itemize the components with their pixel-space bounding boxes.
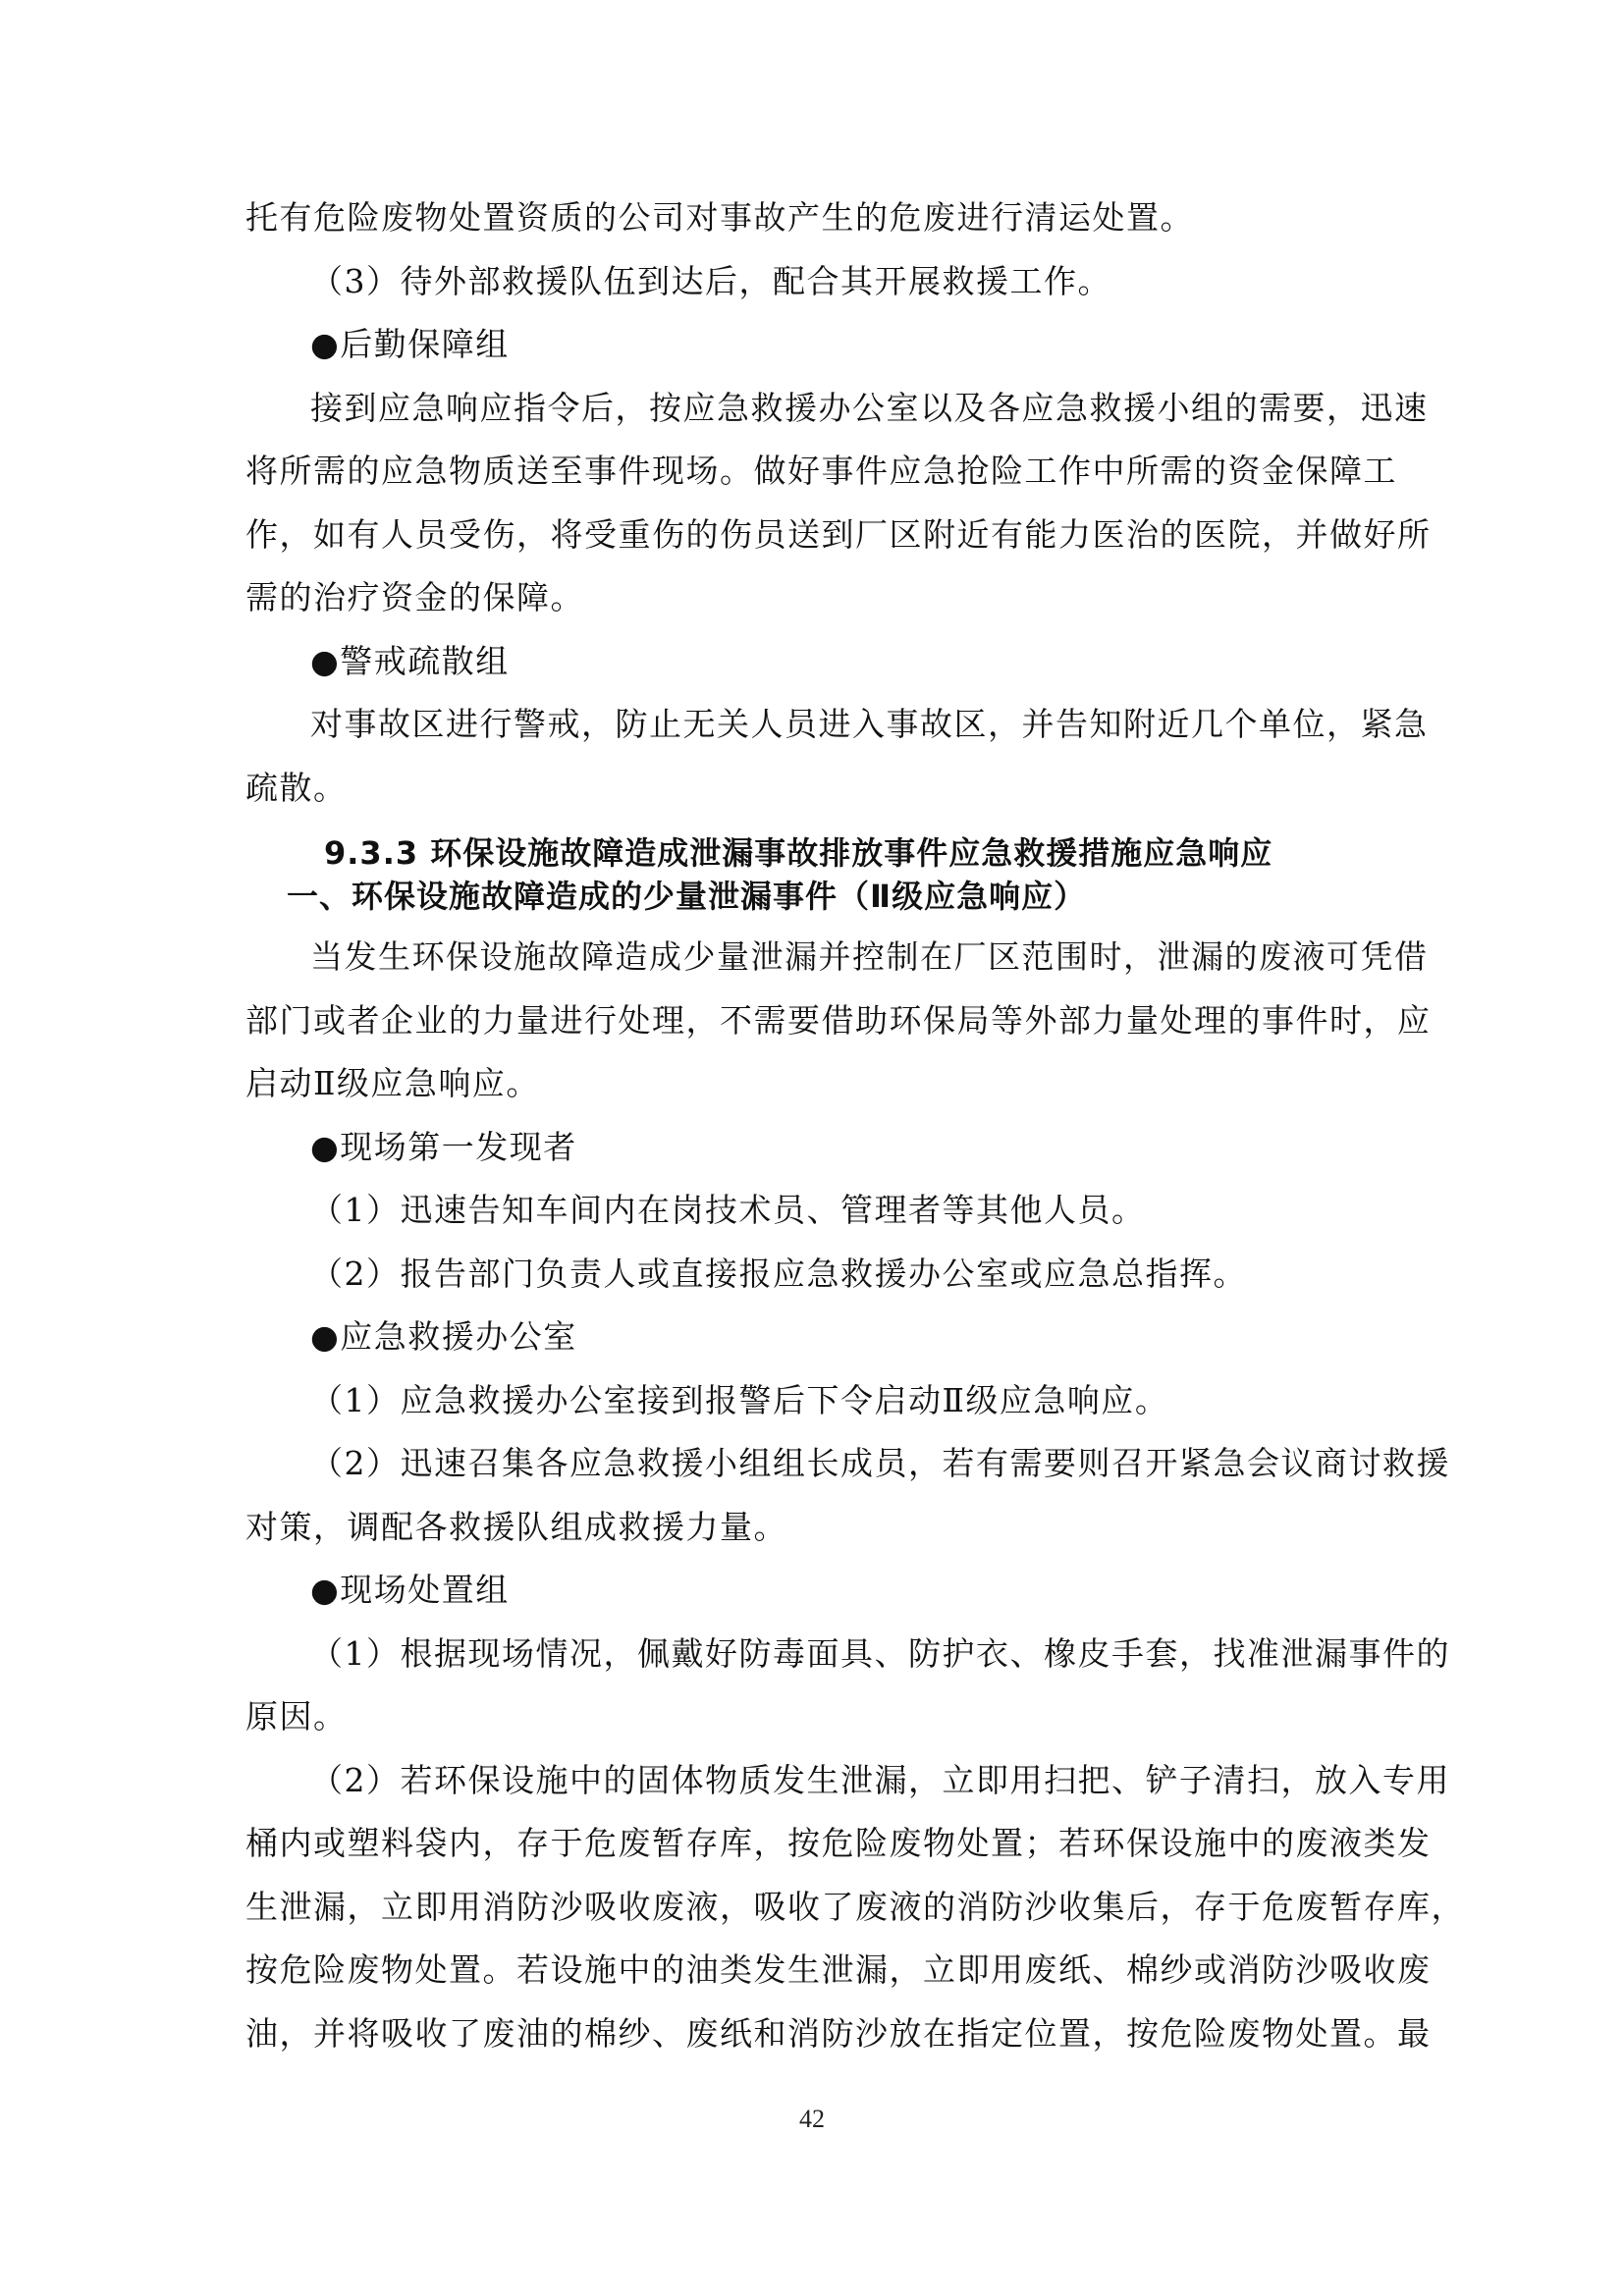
paragraph-line: 对策，调配各救援队组成救援力量。 xyxy=(245,1507,787,1546)
paragraph-line: 接到应急响应指令后，按应急救援办公室以及各应急救援小组的需要，迅速 xyxy=(310,388,1429,427)
section-heading-block xyxy=(245,831,1384,918)
paragraph-line: 托有危险废物处置资质的公司对事故产生的危废进行清运处置。 xyxy=(245,198,1194,237)
paragraph-line: 将所需的应急物质送至事件现场。做好事件应急抢险工作中所需的资金保障工 xyxy=(245,452,1397,490)
paragraph-line: 启动Ⅱ级应急响应。 xyxy=(245,1064,540,1102)
paragraph-line: 疏散。 xyxy=(245,768,348,807)
bullet-heading-first-discoverer: ●现场第一发现者 xyxy=(310,1127,577,1166)
paragraph-line: 当发生环保设施故障造成少量泄漏并控制在厂区范围时，泄漏的废液可凭借 xyxy=(310,937,1429,976)
paragraph-line: 生泄漏，立即用消防沙吸收废液，吸收了废液的消防沙收集后，存于危废暂存库， xyxy=(245,1887,1465,1926)
bullet-heading-rescue-office: ●应急救援办公室 xyxy=(310,1317,577,1356)
page-number: 42 xyxy=(799,2105,825,2133)
list-item: （1）根据现场情况，佩戴好防毒面具、防护衣、橡皮手套，找准泄漏事件的 xyxy=(310,1633,1450,1673)
paragraph-line: 桶内或塑料袋内，存于危废暂存库，按危险废物处置；若环保设施中的废液类发 xyxy=(245,1824,1432,1862)
bullet-heading-onsite-disposal: ●现场处置组 xyxy=(310,1571,510,1609)
paragraph-line: 需的治疗资金的保障。 xyxy=(245,578,584,616)
bullet-heading-evacuation: ●警戒疏散组 xyxy=(310,641,510,680)
paragraph-line: （3）待外部救援队伍到达后，配合其开展救援工作。 xyxy=(310,261,1111,300)
paragraph-line: 部门或者企业的力量进行处理，不需要借助环保局等外部力量处理的事件时，应 xyxy=(245,1000,1432,1040)
paragraph-line: 对事故区进行警戒，防止无关人员进入事故区，并告知附近几个单位，紧急 xyxy=(310,705,1429,743)
list-item: （2）报告部门负责人或直接报应急救援办公室或应急总指挥。 xyxy=(310,1254,1247,1293)
paragraph-line: 作，如有人员受伤，将受重伤的伤员送到厂区附近有能力医治的医院，并做好所 xyxy=(245,514,1432,554)
page-body xyxy=(245,187,1465,2065)
paragraph-line: 按危险废物处置。若设施中的油类发生泄漏，立即用废纸、棉纱或消防沙吸收废 xyxy=(245,1950,1432,1989)
list-item: （1）迅速告知车间内在岗技术员、管理者等其他人员。 xyxy=(310,1191,1146,1229)
list-item: （2）若环保设施中的固体物质发生泄漏，立即用扫把、铲子清扫，放入专用 xyxy=(310,1760,1450,1799)
subsection-heading: 一、环保设施故障造成的少量泄漏事件（Ⅱ级应急响应） xyxy=(287,878,1087,915)
bullet-heading-logistics: ●后勤保障组 xyxy=(310,325,510,363)
list-item: （2）迅速召集各应急救援小组组长成员，若有需要则召开紧急会议商讨救援 xyxy=(310,1444,1450,1482)
list-item: （1）应急救援办公室接到报警后下令启动Ⅱ级应急响应。 xyxy=(310,1380,1169,1419)
paragraph-line: 油，并将吸收了废油的棉纱、废纸和消防沙放在指定位置，按危险废物处置。最 xyxy=(245,2013,1432,2053)
section-heading: 9.3.3 环保设施故障造成泄漏事故排放事件应急救援措施应急响应 xyxy=(324,834,1273,872)
paragraph-line: 原因。 xyxy=(245,1697,348,1735)
